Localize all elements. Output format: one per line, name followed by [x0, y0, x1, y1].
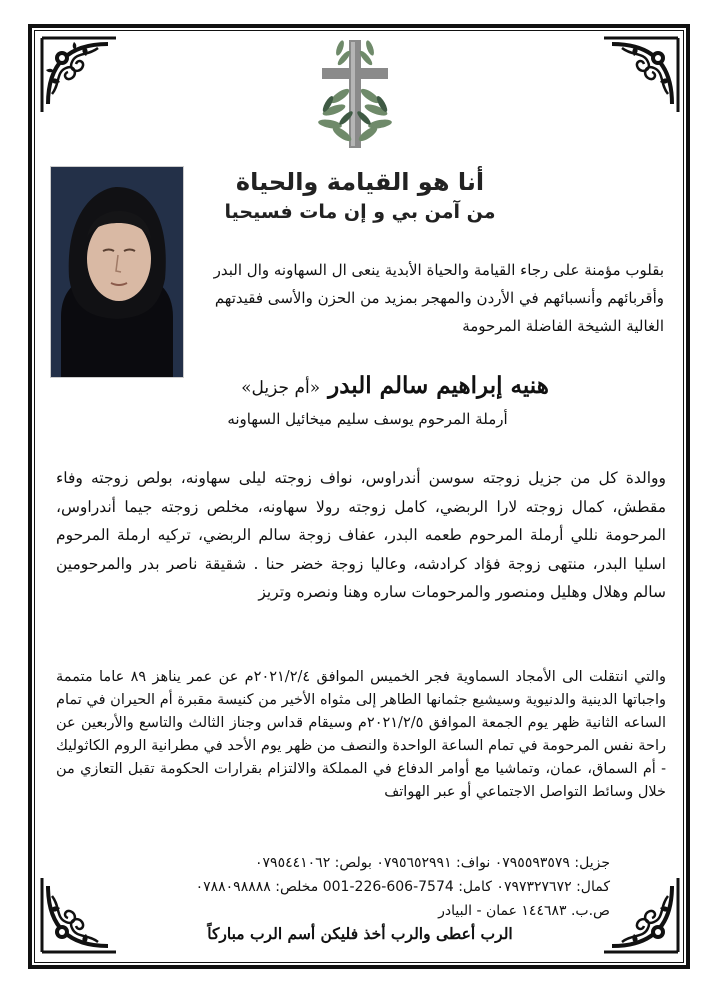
- deceased-name-line: [240, 372, 550, 399]
- deceased-name: هنيه إبراهيم سالم البدر: [328, 372, 549, 399]
- po-box-line: ص.ب. ١٤٤٦٨٣ عمان - البيادر: [438, 903, 610, 919]
- portrait-photo: [50, 166, 184, 378]
- closing-verse: الرب أعطى والرب أخذ فليكن أسم الرب مباركاً: [207, 924, 513, 943]
- floral-corner-ornament-icon: [38, 34, 120, 116]
- scripture-verse-line-1: أنا هو القيامة والحياة: [235, 168, 485, 196]
- scripture-verse-line-2: من آمن بي و إن مات فسيحيا: [224, 201, 496, 223]
- announcement-intro: بقلوب مؤمنة على رجاء القيامة والحياة الأبدية ينعى ال السهاونه وال البدر وأقربائهم وأنسبائهم في الأردن والمهجر بمزيد من الحزن والأسى فقيدتهم الغالية الشيخة الفاضلة المرحومة: [213, 261, 664, 335]
- contact-line-2: كمال: ٠٧٩٧٣٢٧٦٧٢ كامل: 7574-606-226-001 مخلص: ٠٧٨٨٠٩٨٨٨٨: [195, 879, 610, 895]
- floral-corner-ornament-icon: [600, 34, 682, 116]
- deceased-nickname: «أم جزيل»: [241, 378, 321, 398]
- contact-numbers: [180, 851, 610, 923]
- floral-corner-ornament-icon: [38, 874, 120, 956]
- funeral-details-paragraph: والتي انتقلت الى الأمجاد السماوية فجر الخميس الموافق ٢٠٢١/٢/٤م عن عمر يناهز ٨٩ عاما متممة واجباتها الدينية والدنيوية وسيشيع جثمانها الطاهر إلى مثواه الأخير من كنيسة مقبرة أم الحيران في تمام الساعه الثانية ظهر يوم الجمعة الموافق ٢٠٢١/٢/٥م وسيقام قداس وجناز الثالث والتاسع والأربعين عن راحة نفس المرحومة في تمام الساعة الواحدة والنصف من ظهر يوم الأحد في مطرانية الروم الكاثوليك - أم السماق، عمان، وتماشيا مع أوامر الدفاع في المملكة والالتزام بقرارات الحكومة تقبل التعازي من خلال وسائط التواصل الاجتماعي أو عبر الهواتف: [56, 669, 667, 800]
- widow-of-line: أرملة المرحوم يوسف سليم ميخائيل السهاونه: [227, 410, 508, 428]
- contact-line-1: جزيل: ٠٧٩٥٥٩٣٥٧٩ نواف: ٠٧٩٥٦٥٢٩٩١ بولص: ٠٧٩٥٤٤١٠٦٢: [255, 855, 610, 871]
- cross-with-olive-branches-icon: [300, 36, 410, 152]
- floral-corner-ornament-icon: [600, 874, 682, 956]
- family-paragraph: ووالدة كل من جزيل زوجته سوسن أندراوس، نواف زوجته ليلى سهاونه، بولص زوجته وفاء مقطش، كمال زوجته لارا الربضي، كامل زوجته رولا سهاونه، مخلص زوجته جيما أندراوس، المرحومة نللي أرملة المرحوم طعمه البدر، عفاف زوجة سالم الربضي، تركيه ارملة المرحوم اسليا البدر، منتهى زوجة فؤاد كرادشه، وعاليا زوجة خضر حنا . شقيقة ناصر بدر والمرحومين سالم وهلال وهليل ومنصور والمرحومات ساره وهنا ونصره وتريز: [56, 469, 666, 601]
